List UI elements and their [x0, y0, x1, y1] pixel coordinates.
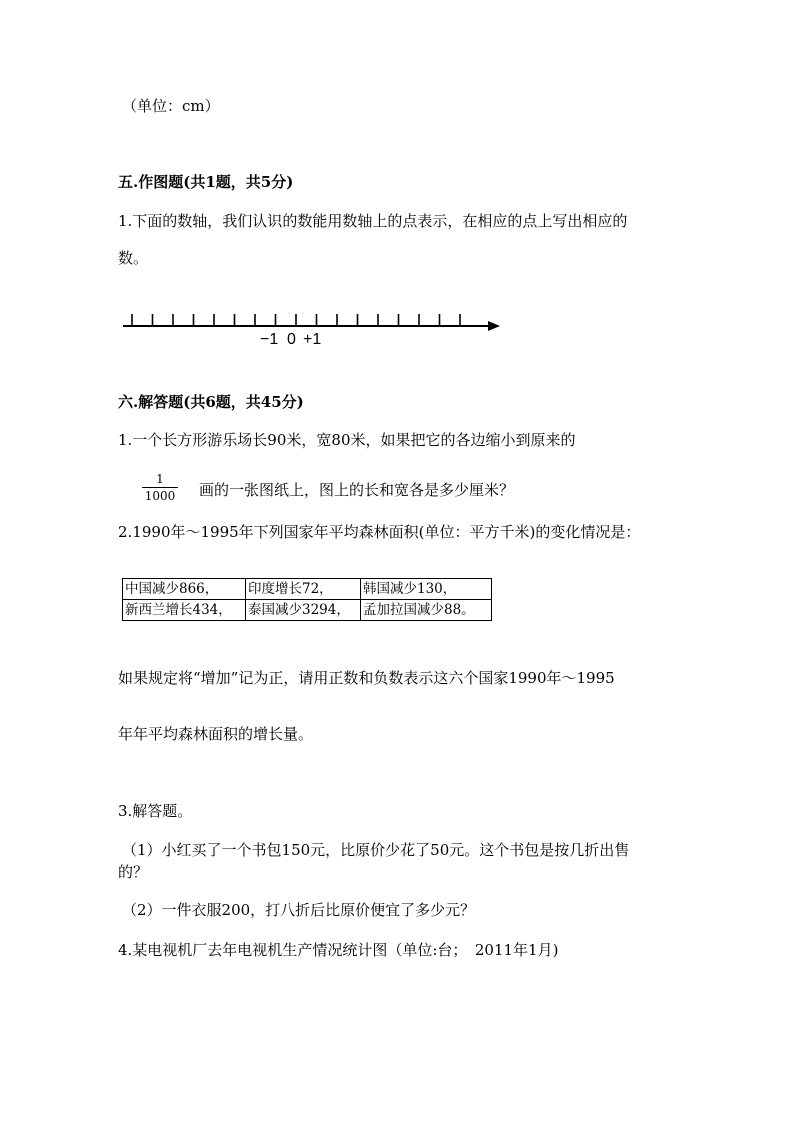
question-6-1-line2: 画的一张图纸上，图上的长和宽各是多少厘米？ [199, 481, 515, 499]
number-line-ticks [132, 314, 460, 326]
question-6-3-sub1-line1: （1）小红买了一个书包150元，比原价少花了50元。这个书包是按几折出售 [122, 841, 630, 859]
label-plus-one: +1 [303, 331, 322, 346]
question-6-2-line2: 如果规定将“增加”记为正，请用正数和负数表示这六个国家1990年～1995 [118, 669, 615, 687]
unit-note: （单位：cm） [122, 97, 220, 115]
table-cell: 新西兰增长434， [123, 600, 246, 621]
question-5-1-line1: 1.下面的数轴，我们认识的数能用数轴上的点表示，在相应的点上写出相应的 [118, 212, 628, 230]
fraction-denominator: 1000 [144, 489, 176, 503]
question-6-3-sub1-line2: 的？ [118, 863, 149, 881]
section-six-heading: 六.解答题(共6题，共45分) [118, 393, 304, 411]
question-5-1-line2: 数。 [118, 249, 149, 267]
section-five-heading: 五.作图题(共1题，共5分) [118, 173, 294, 191]
table-cell: 韩国减少130， [361, 579, 492, 600]
table-cell: 中国减少866， [123, 579, 246, 600]
fraction-numerator: 1 [142, 472, 178, 488]
number-line-arrow [488, 321, 500, 331]
table-cell: 泰国减少3294， [246, 600, 361, 621]
question-6-3-line1: 3.解答题。 [118, 802, 193, 820]
question-6-3-sub2: （2）一件衣服200，打八折后比原价便宜了多少元？ [122, 901, 476, 919]
forest-change-table [122, 578, 492, 621]
question-6-1-line1: 1.一个长方形游乐场长90米，宽80米，如果把它的各边缩小到原来的 [118, 431, 576, 449]
label-zero: 0 [287, 331, 296, 346]
question-6-2-line3: 年年平均森林面积的增长量。 [118, 725, 314, 743]
fraction-one-thousandth [142, 472, 178, 503]
question-6-4-line1: 4.某电视机厂去年电视机生产情况统计图（单位:台； 2011年1月) [118, 941, 559, 959]
table-cell: 印度增长72， [246, 579, 361, 600]
number-line [118, 306, 508, 346]
table-cell: 孟加拉国减少88。 [361, 600, 492, 621]
table-row [123, 579, 492, 600]
question-6-2-line1: 2.1990年～1995年下列国家年平均森林面积(单位：平方千米)的变化情况是： [118, 523, 641, 541]
table-row [123, 600, 492, 621]
label-minus-one: −1 [260, 331, 279, 346]
